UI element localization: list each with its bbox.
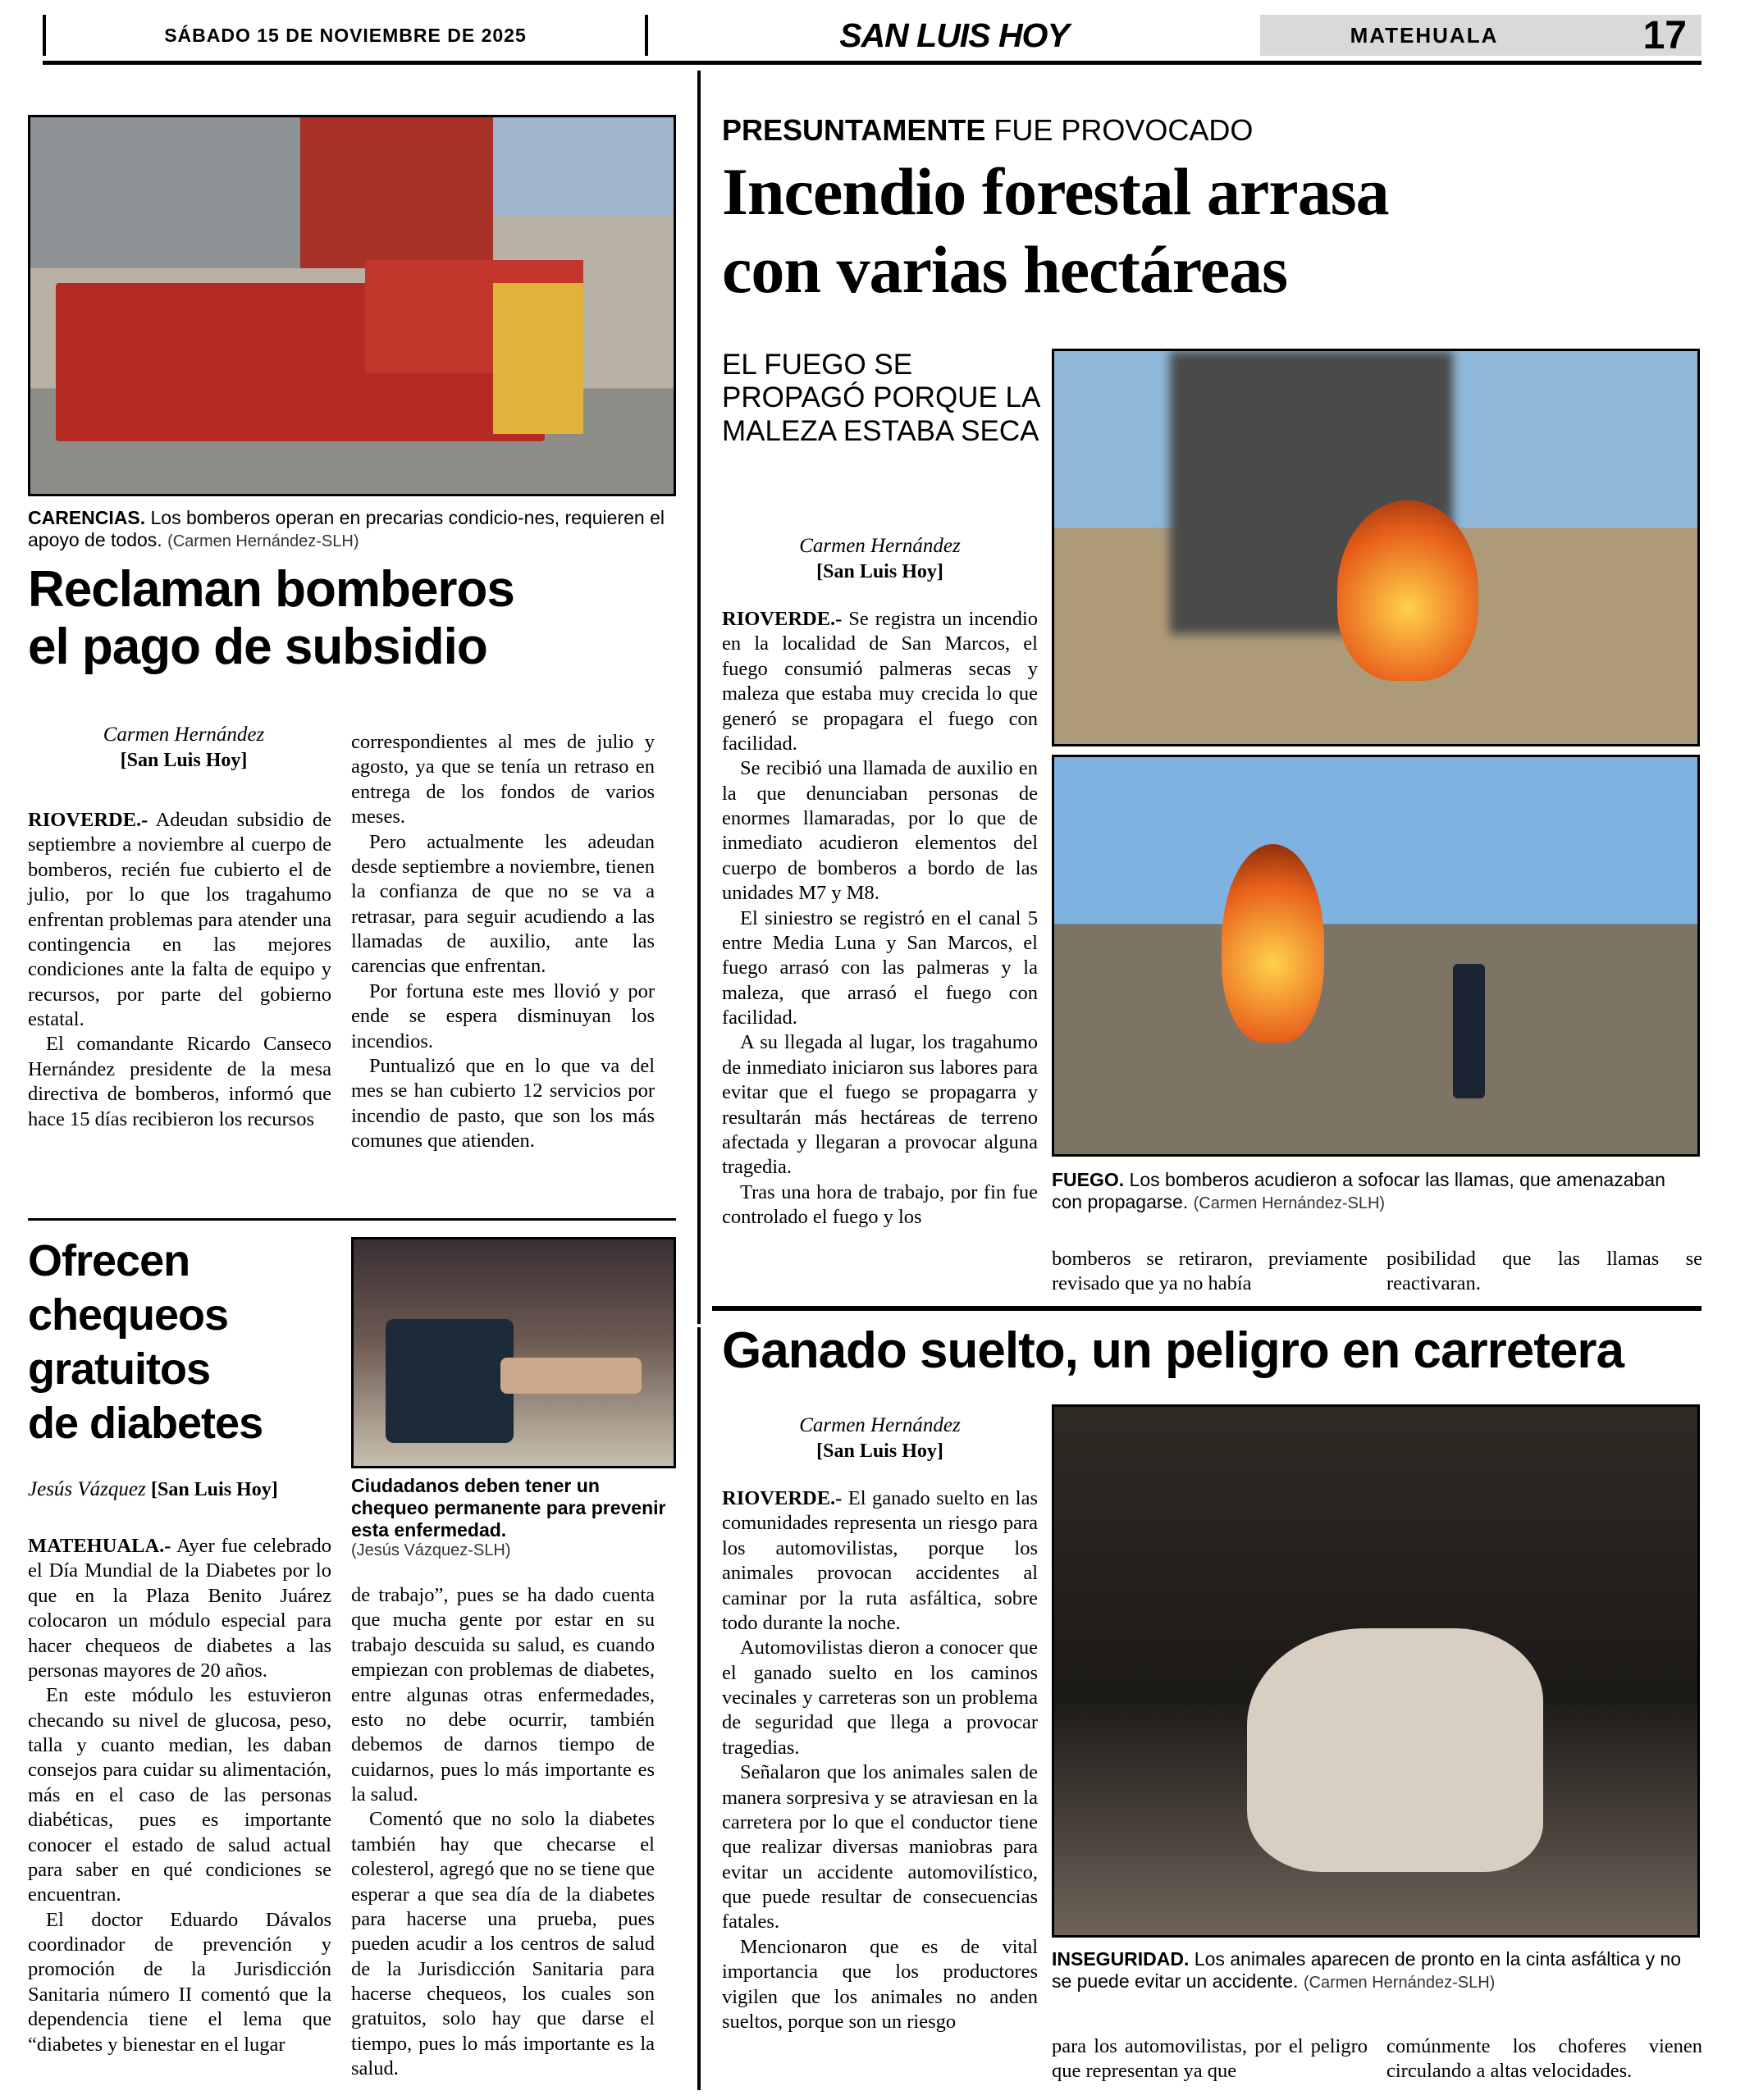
headline-incendio-2: con varias hectáreas bbox=[722, 232, 1288, 307]
photo-caption-ganado bbox=[1052, 1948, 1700, 1993]
body-ganado-col3-tail: comúnmente los choferes vienen circulando a altas velocidades. bbox=[1386, 2035, 1702, 2083]
body-incendio-col2-tail: bomberos se retiraron, previamente revisado que ya no había bbox=[1052, 1248, 1368, 1295]
byline-ganado bbox=[722, 1413, 1038, 1464]
lead-in: MATEHUALA.- bbox=[28, 1535, 171, 1557]
photo-caption-diabetes bbox=[351, 1475, 676, 1561]
photo-caption-bomberos bbox=[28, 507, 684, 552]
caption-text: Los bomberos operan en precarias condicio-nes, requieren el apoyo de todos. bbox=[28, 507, 665, 551]
caption-credit: (Carmen Hernández-SLH) bbox=[1193, 1194, 1386, 1213]
byline-author: Jesús Vázquez bbox=[28, 1478, 146, 1500]
page-number: 17 bbox=[1588, 15, 1702, 56]
column-divider-2 bbox=[697, 1327, 701, 2090]
byline-author: Carmen Hernández bbox=[799, 1414, 961, 1436]
caption-credit: (Jesús Vázquez-SLH) bbox=[351, 1541, 511, 1560]
body-bomberos-col1: RIOVERDE.- Adeudan subsidio de septiembre a noviembre al cuerpo de bomberos, recién fue cubierto el de julio, por lo que los tragahumo enfrentan problemas para atender una contingencia en las mejores condiciones ante la falta de equipo y recursos, por parte del gobierno estatal. El comandante Ricardo Canseco Hernández presidente de la mesa directiva de bomberos, informó que hace 15 días recibieron los recursos bbox=[28, 809, 331, 1130]
byline-bomberos bbox=[28, 722, 340, 774]
masthead bbox=[43, 15, 1702, 56]
caption-lead: INSEGURIDAD. bbox=[1052, 1948, 1190, 1970]
deck-incendio: EL FUEGO SE PROPAGÓ PORQUE LA MALEZA ESTABA SECA bbox=[722, 349, 1039, 447]
caption-lead: FUEGO. bbox=[1052, 1169, 1125, 1190]
masthead-rule bbox=[43, 61, 1702, 65]
photo-ganado bbox=[1052, 1404, 1700, 1938]
caption-text: Ciudadanos deben tener un chequeo permanente para prevenir esta enfermedad. bbox=[351, 1475, 666, 1541]
headline-bomberos-1: Reclaman bomberos bbox=[28, 561, 514, 618]
byline-outlet: [San Luis Hoy] bbox=[120, 750, 248, 772]
byline-incendio bbox=[722, 533, 1038, 585]
divider-right bbox=[712, 1306, 1702, 1311]
headline-ganado: Ganado suelto, un peligro en carretera bbox=[722, 1322, 1624, 1379]
photo-diabetes bbox=[351, 1237, 676, 1468]
caption-credit: (Carmen Hernández-SLH) bbox=[167, 532, 359, 551]
kicker-bold: PRESUNTAMENTE bbox=[722, 113, 986, 147]
photo-incendio-1 bbox=[1052, 349, 1700, 746]
headline-bomberos-2: el pago de subsidio bbox=[28, 619, 487, 675]
kicker-incendio bbox=[722, 113, 1690, 147]
caption-lead: CARENCIAS. bbox=[28, 507, 146, 528]
column-divider bbox=[697, 71, 701, 1324]
caption-credit: (Carmen Hernández-SLH) bbox=[1303, 1974, 1496, 1993]
byline-outlet: [San Luis Hoy] bbox=[816, 1440, 943, 1463]
body-diabetes-col1: MATEHUALA.- Ayer fue celebrado el Día Mundial de la Diabetes por lo que en la Plaza Benito Juárez colocaron un módulo especial para hacer chequeos de diabetes a las personas mayores de 20 años. En este módulo les estuvieron checando su nivel de glucosa, peso, talla y cuanto median, les daban consejos para cuidar su alimentación, más en el caso de las personas diabéticas, pues es importante conocer el estado de salud actual para saber en qué condiciones se encuentran. El doctor Eduardo Dávalos coordinador de prevención y promoción de la Jurisdicción Sanitaria número II comentó que la dependencia tiene el lema que “diabetes y bienestar en el lugar bbox=[28, 1535, 331, 2056]
lead-in: RIOVERDE.- bbox=[722, 608, 843, 630]
headline-incendio-1: Incendio forestal arrasa bbox=[722, 154, 1389, 229]
caption-text: Los bomberos acudieron a sofocar las llamas, que amenazaban con propagarse. bbox=[1052, 1169, 1665, 1213]
body-bomberos-col2: correspondientes al mes de julio y agosto, ya que se tenía un retraso en entrega de los fondos de varios meses. Pero actualmente les adeudan desde septiembre a noviembre, tienen la confianza de que no se va a retrasar, para seguir acudiendo a las llamadas de auxilio, ante las carencias que enfrentan. Por fortuna este mes llovió y por ende se espera disminuyan los incendios. Puntualizó que en lo que va del mes se han cubierto 12 servicios por incendio de pasto, que son los más comunes que atienden. bbox=[351, 731, 655, 1152]
byline-outlet: [San Luis Hoy] bbox=[816, 561, 943, 583]
photo-bomberos bbox=[28, 115, 676, 496]
body-incendio-col1: RIOVERDE.- Se registra un incendio en la localidad de San Marcos, el fuego consumió palmeras secas y maleza que estaba muy crecida lo que generó se propagara el fuego con facilidad. Se recibió una llamada de auxilio en la que denunciaban personas de enormes llamaradas, por lo que de inmediato acudieron elementos del cuerpo de bomberos a bordo de las unidades M7 y M8. El siniestro se registró en el canal 5 entre Media Luna y San Marcos, el fuego arrasó con las palmeras y la maleza, que arrasó el fuego con facilidad. A su llegada al lugar, los tragahumo de inmediato iniciaron sus labores para evitar que el fuego se propagarra y resultarán más hectáreas de terreno afectada y llegaran a provocar alguna tragedia. Tras una hora de trabajo, por fin fue controlado el fuego y los bbox=[722, 608, 1038, 1228]
byline-diabetes bbox=[28, 1477, 340, 1502]
body-ganado-col1: RIOVERDE.- El ganado suelto en las comunidades representa un riesgo para los automovilistas, porque los animales provocan accidentes al caminar por la ruta asfáltica, sobre todo durante la noche. Automovilistas dieron a conocer que el ganado suelto en los caminos vecinales y carreteras son un problema de seguridad que llega a provocar tragedias. Señalaron que los animales salen de manera sorpresiva y se atraviesan en la carretera por lo que el conductor tiene que realizar diversas maniobras para evitar un accidente automovilístico, que puede resultar de consecuencias fatales. Mencionaron que es de vital importancia que los productores vigilen que los animales no anden sueltos, porque son un riesgo bbox=[722, 1487, 1038, 2033]
divider-left bbox=[28, 1218, 676, 1221]
photo-incendio-2 bbox=[1052, 755, 1700, 1157]
headline-diabetes-2: chequeos bbox=[28, 1290, 229, 1340]
body-incendio-col3-tail: posibilidad que las llamas se reactivaran. bbox=[1386, 1248, 1702, 1295]
photo-caption-incendio bbox=[1052, 1169, 1700, 1214]
masthead-title: SAN LUIS HOY bbox=[839, 16, 1069, 54]
masthead-date: SÁBADO 15 DE NOVIEMBRE DE 2025 bbox=[43, 15, 648, 56]
headline-diabetes-1: Ofrecen bbox=[28, 1236, 190, 1285]
kicker-rest: FUE PROVOCADO bbox=[985, 113, 1254, 147]
byline-author: Carmen Hernández bbox=[103, 724, 265, 746]
body-ganado-col2-tail: para los automovilistas, por el peligro que representan ya que bbox=[1052, 2035, 1368, 2083]
body-diabetes-col2: de trabajo”, pues se ha dado cuenta que mucha gente por estar en su trabajo descuida su salud, es cuando empiezan con problemas de diabetes, entre algunas otras enfermedades, esto no debe ocurrir, también debemos de darnos tiempo de cuidarnos, pues lo más importante es la salud. Comentó que no solo la diabetes también hay que checarse el colesterol, agregó que no se tiene que esperar a que sea día de la diabetes para hacerse una prueba, pues pueden acudir a los centros de salud de la Jurisdicción Sanitaria para hacerse chequeos, los cuales son gratuitos, solo hay que darse el tiempo, pues lo más importante es la salud. bbox=[351, 1584, 655, 2080]
masthead-section: MATEHUALA bbox=[1260, 15, 1588, 56]
byline-outlet: [San Luis Hoy] bbox=[150, 1479, 278, 1500]
lead-in: RIOVERDE.- bbox=[722, 1487, 843, 1509]
headline-diabetes-3: gratuitos bbox=[28, 1344, 211, 1394]
lead-in: RIOVERDE.- bbox=[28, 809, 148, 831]
byline-author: Carmen Hernández bbox=[799, 535, 961, 557]
caption-text: Los animales aparecen de pronto en la cinta asfáltica y no se puede evitar un accidente. bbox=[1052, 1948, 1682, 1993]
headline-diabetes-4: de diabetes bbox=[28, 1399, 263, 1448]
